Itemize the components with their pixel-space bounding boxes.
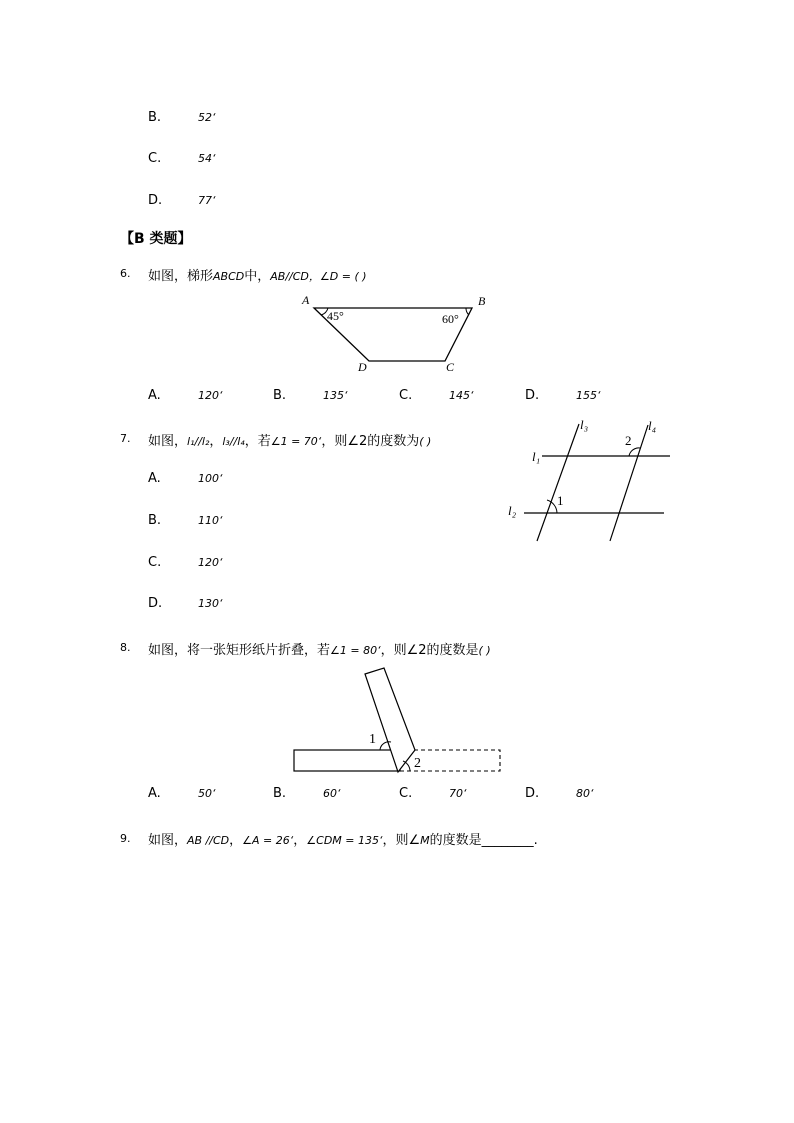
stem-expr: ∠A = 26‘ [242, 834, 294, 847]
question-stem [148, 265, 367, 284]
stem-expr: AB//CD，∠D = ( ) [270, 270, 367, 283]
option-letter: B. [148, 513, 162, 528]
option-letter: D. [148, 596, 163, 611]
answer-blank: ________ [481, 833, 534, 848]
angle-b-label: 60° [442, 312, 459, 326]
option-value: 60‘ [323, 787, 341, 800]
paper-strip [294, 750, 400, 771]
stem-expr: ∠1 = 70‘ [270, 435, 322, 448]
question-number: 7. [120, 432, 131, 445]
stem-text: 的度数是 [429, 833, 482, 848]
vertex-a-label: A [302, 293, 310, 307]
angle-2-label: 2 [414, 756, 421, 771]
angle-1-arc [547, 500, 557, 513]
stem-var: M [420, 834, 430, 847]
label-l1: l₁ [532, 449, 541, 464]
option-value: 50‘ [198, 787, 216, 800]
stem-expr: ∠1 = 80‘ [330, 644, 381, 657]
vertex-d-label: D [358, 360, 367, 374]
angle-2-label: 2 [625, 433, 632, 448]
option-letter: C. [399, 388, 413, 403]
option-letter: D. [525, 786, 540, 801]
option-value: 135‘ [323, 389, 348, 402]
option-letter: B. [148, 110, 162, 125]
option-value: 120‘ [198, 556, 223, 569]
stem-paren: ( ) [419, 435, 432, 448]
option-letter: A. [148, 786, 161, 801]
option-letter: D. [525, 388, 540, 403]
stem-expr: AB //CD [187, 834, 230, 847]
option-value: 155‘ [576, 389, 601, 402]
option-letter: C. [399, 786, 413, 801]
question-stem [148, 829, 538, 848]
stem-text: ， [209, 434, 223, 449]
stem-expr: l₁//l₂ [187, 435, 210, 448]
stem-text: ，若 [244, 434, 271, 449]
angle-1-label: 1 [369, 732, 376, 747]
stem-text: ， [293, 833, 307, 848]
angle-b-arc [466, 308, 469, 315]
stem-text: 如图， [148, 833, 188, 848]
stem-var: ABCD [213, 270, 245, 283]
option-value: 110‘ [198, 514, 223, 527]
line-l3 [537, 424, 579, 541]
section-heading: 【B 类题】 [120, 231, 192, 247]
stem-expr: l₃//l₄ [222, 435, 245, 448]
vertex-b-label: B [478, 294, 486, 308]
trapezoid-figure [290, 290, 500, 376]
question-stem [148, 639, 491, 658]
label-l2: l₂ [508, 503, 517, 518]
folded-flap [365, 668, 415, 772]
option-value: 120‘ [198, 389, 223, 402]
stem-text: 如图，将一张矩形纸片折叠，若 [148, 643, 331, 658]
option-value: 100‘ [198, 472, 223, 485]
option-letter: B. [273, 388, 287, 403]
stem-end: . [533, 833, 538, 848]
stem-text: ， [229, 833, 243, 848]
angle-1-label: 1 [557, 493, 564, 508]
parallel-lines-figure [500, 415, 680, 550]
option-letter: C. [148, 151, 162, 166]
stem-paren: ( ) [478, 644, 491, 657]
option-value: 70‘ [449, 787, 467, 800]
question-number: 6. [120, 267, 131, 280]
option-value: 145‘ [449, 389, 474, 402]
option-letter: C. [148, 555, 162, 570]
option-letter: A. [148, 388, 161, 403]
stem-text: 中， [244, 269, 271, 284]
question-number: 9. [120, 832, 131, 845]
stem-text: ，则∠2的度数是 [380, 643, 479, 658]
angle-a-label: 45° [327, 309, 344, 323]
option-value: 130‘ [198, 597, 223, 610]
label-l3: l₃ [580, 417, 589, 432]
stem-text: 如图，梯形 [148, 269, 214, 284]
stem-text: ，则∠2的度数为 [321, 434, 420, 449]
option-value: 54‘ [198, 152, 216, 165]
question-stem [148, 430, 431, 449]
option-value: 80‘ [576, 787, 594, 800]
vertex-c-label: C [446, 360, 455, 374]
question-number: 8. [120, 641, 131, 654]
option-letter: D. [148, 193, 163, 208]
stem-text: 如图， [148, 434, 188, 449]
option-value: 77‘ [198, 194, 216, 207]
folded-paper-figure [290, 665, 510, 780]
option-letter: B. [273, 786, 287, 801]
stem-text: ，则∠ [382, 833, 421, 848]
option-letter: A. [148, 471, 161, 486]
stem-expr: ∠CDM = 135‘ [306, 834, 383, 847]
option-value: 52‘ [198, 111, 216, 124]
label-l4: l₄ [648, 418, 657, 433]
